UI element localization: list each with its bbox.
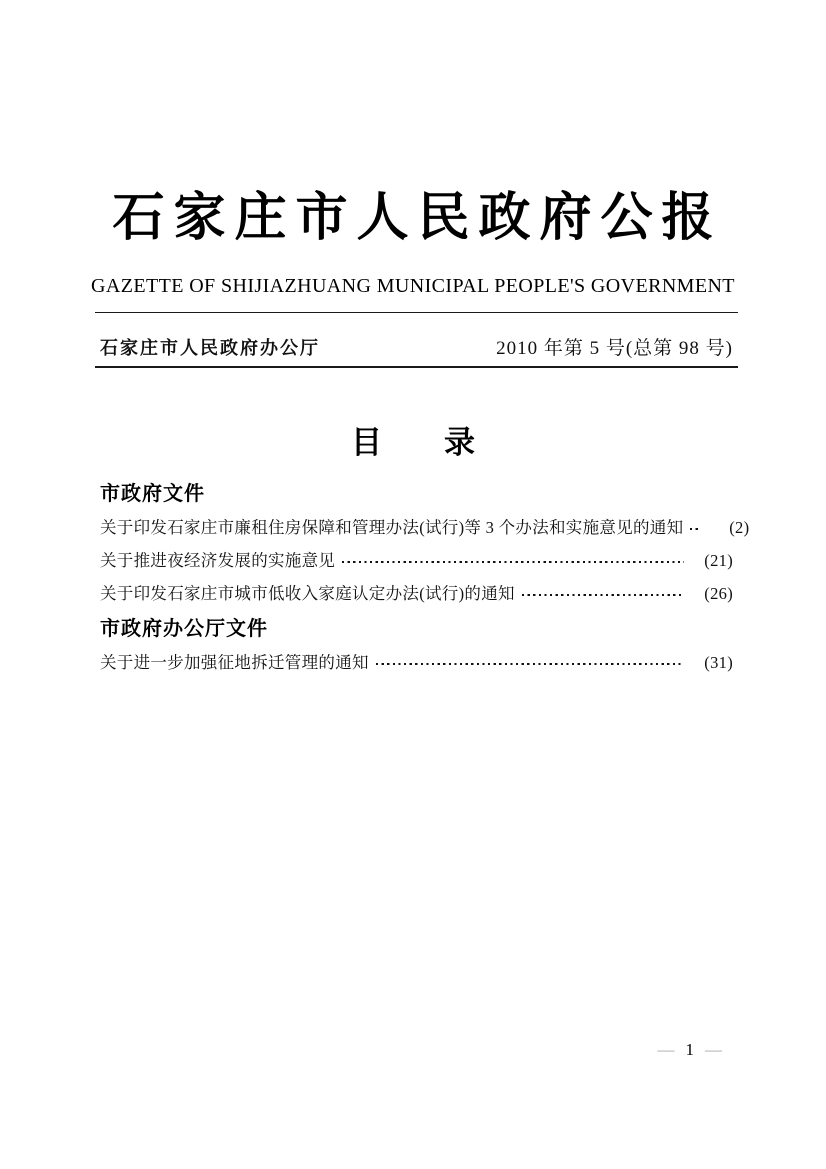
- toc-entry-page-number: (31): [704, 653, 733, 672]
- toc-entry-title: 关于进一步加强征地拆迁管理的通知: [100, 653, 369, 672]
- toc-entry: [100, 583, 733, 605]
- dot-leader: [690, 528, 700, 530]
- masthead-top-rule: [95, 312, 738, 313]
- toc-entry-title: 关于印发石家庄市廉租住房保障和管理办法(试行)等 3 个办法和实施意见的通知: [100, 518, 684, 537]
- publisher-name: 石家庄市人民政府办公厅: [100, 338, 320, 358]
- page-footer: [658, 1040, 723, 1060]
- dot-leader: [376, 663, 684, 665]
- table-of-contents: [100, 481, 750, 685]
- toc-entry-title: 关于推进夜经济发展的实施意见: [100, 551, 336, 570]
- toc-section-title-general-office-documents: 市政府办公厅文件: [100, 618, 268, 640]
- footer-right-dash: —: [705, 1040, 722, 1059]
- masthead-bottom-rule: [95, 366, 738, 368]
- toc-entry-page-number: (2): [729, 518, 750, 537]
- gazette-subtitle-english: GAZETTE OF SHIJIAZHUANG MUNICIPAL PEOPLE'S GOVERNMENT: [91, 275, 735, 297]
- masthead-row: [100, 333, 733, 360]
- dot-leader: [522, 594, 684, 596]
- toc-entry: [100, 517, 750, 539]
- toc-entry: [100, 652, 733, 674]
- toc-entry-title: 关于印发石家庄市城市低收入家庭认定办法(试行)的通知: [100, 584, 515, 603]
- toc-entry-page-number: (21): [704, 551, 733, 570]
- toc-entry-page-number: (26): [704, 584, 733, 603]
- dot-leader: [342, 561, 684, 563]
- issue-number: 2010 年第 5 号(总第 98 号): [496, 338, 733, 359]
- footer-page-number: 1: [685, 1040, 694, 1059]
- gazette-title: 石家庄市人民政府公报: [112, 190, 723, 247]
- footer-left-dash: —: [657, 1040, 675, 1059]
- toc-heading: 目 录: [351, 425, 475, 460]
- toc-entry: [100, 550, 733, 572]
- toc-section-title-municipal-government-documents: 市政府文件: [100, 483, 205, 505]
